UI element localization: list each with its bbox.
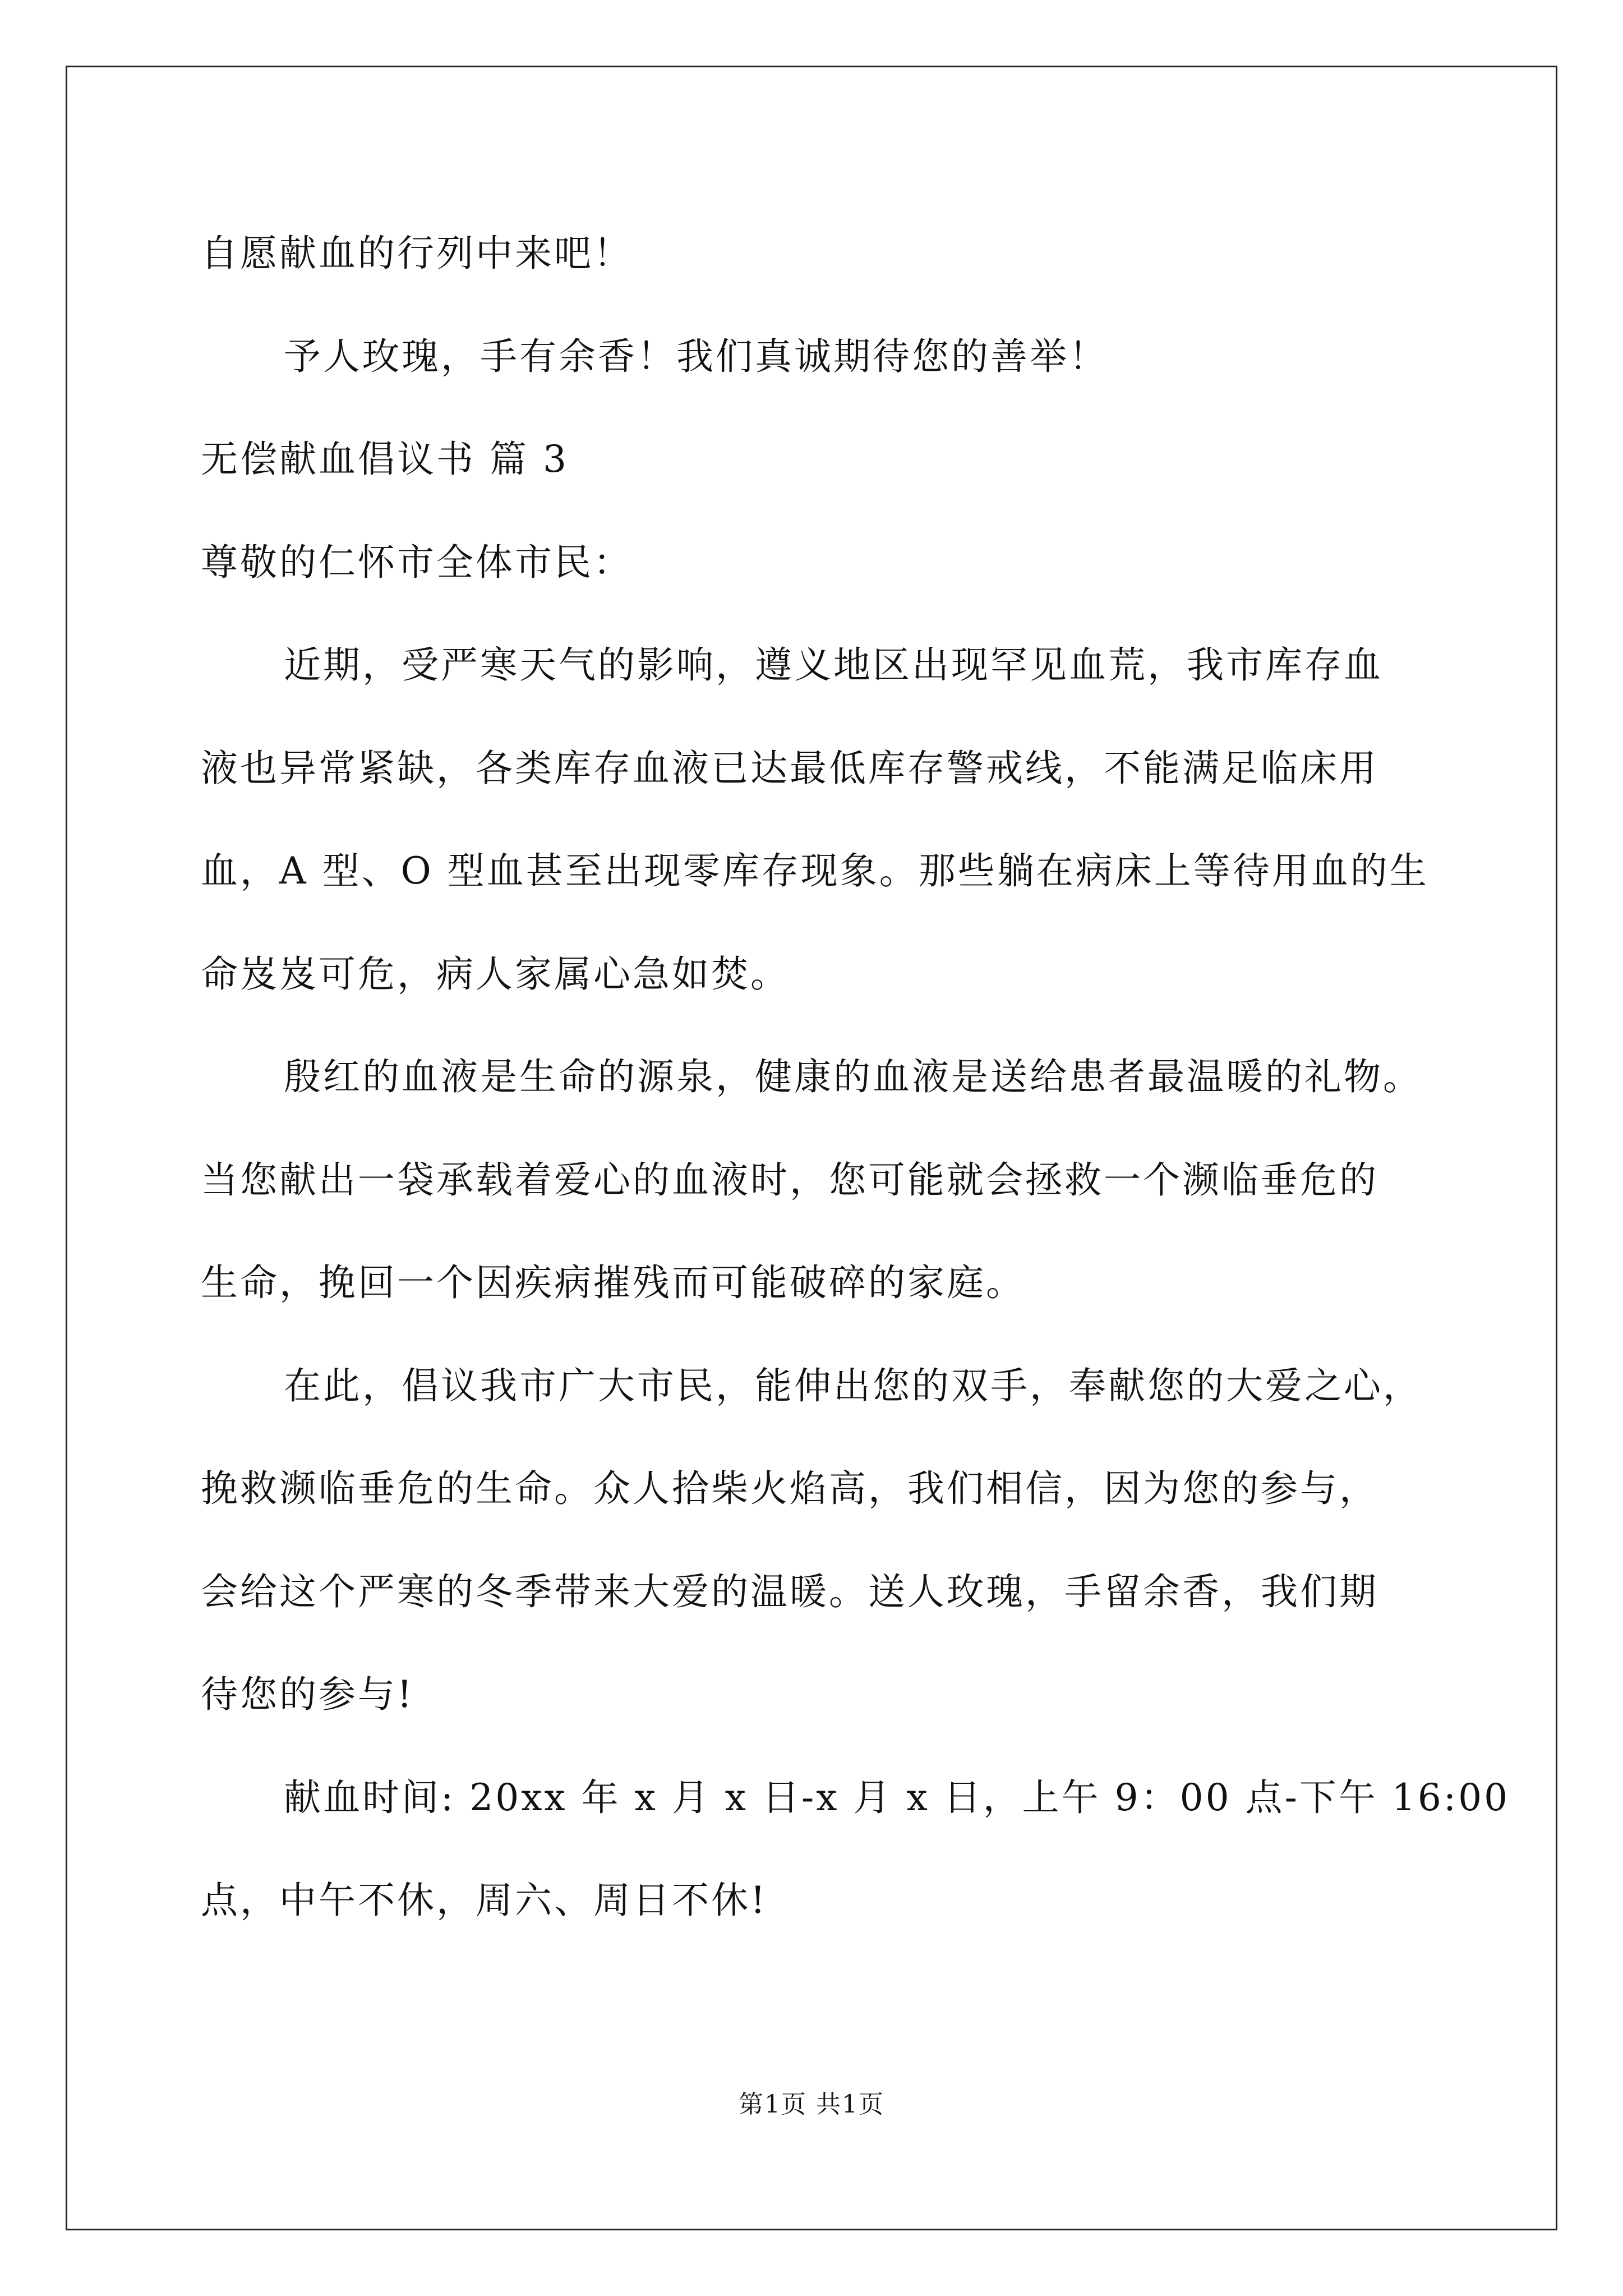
paragraph-line: 待您的参与! [201,1673,414,1716]
section-heading: 无偿献血倡议书 篇 3 [201,438,569,481]
paragraph-4 [201,1746,1510,1952]
document-body [201,202,1510,1952]
text-line: 自愿献血的行列中来吧！ [201,232,633,275]
paragraph-line: 近期，受严寒天气的影响，遵义地区出现罕见血荒，我市库存血 [284,643,1383,687]
paragraph-1 [201,614,1440,1025]
paragraph-line: 当您献出一袋承载着爱心的血液时，您可能就会拯救一个濒临垂危的 [201,1158,1378,1202]
paragraph-line: 液也异常紧缺，各类库存血液已达最低库存警戒线，不能满足临床用 [201,746,1378,790]
paragraph-line: 点，中午不休，周六、周日不休! [201,1879,768,1922]
paragraph-line: 命岌岌可危，病人家属心急如焚。 [201,952,790,996]
paragraph-line: 生命，挽回一个因疾病摧残而可能破碎的家庭。 [201,1261,1025,1304]
paragraph-3 [201,1335,1440,1746]
paragraph-2 [201,1025,1440,1335]
paragraph-line: 会给这个严寒的冬季带来大爱的温暖。送人玫瑰，手留余香，我们期 [201,1570,1378,1613]
salutation: 尊敬的仁怀市全体市民： [201,540,633,584]
text-line: 予人玫瑰，手有余香！我们真诚期待您的善举！ [284,334,1108,378]
page-footer: 第1页 共1页 [739,2090,884,2119]
paragraph-line: 在此，倡议我市广大市民，能伸出您的双手，奉献您的大爱之心， [284,1364,1422,1407]
paragraph-line: 殷红的血液是生命的源泉，健康的血液是送给患者最温暖的礼物。 [284,1055,1422,1098]
paragraph-line: 血，A 型、O 型血甚至出现零库存现象。那些躺在病床上等待用血的生 [201,849,1429,892]
paragraph-line: 献血时间: 20xx 年 x 月 x 日-x 月 x 日，上午 9：00 点-下午 16:00 [284,1775,1510,1819]
paragraph-line: 挽救濒临垂危的生命。众人拾柴火焰高，我们相信，因为您的参与， [201,1467,1378,1510]
